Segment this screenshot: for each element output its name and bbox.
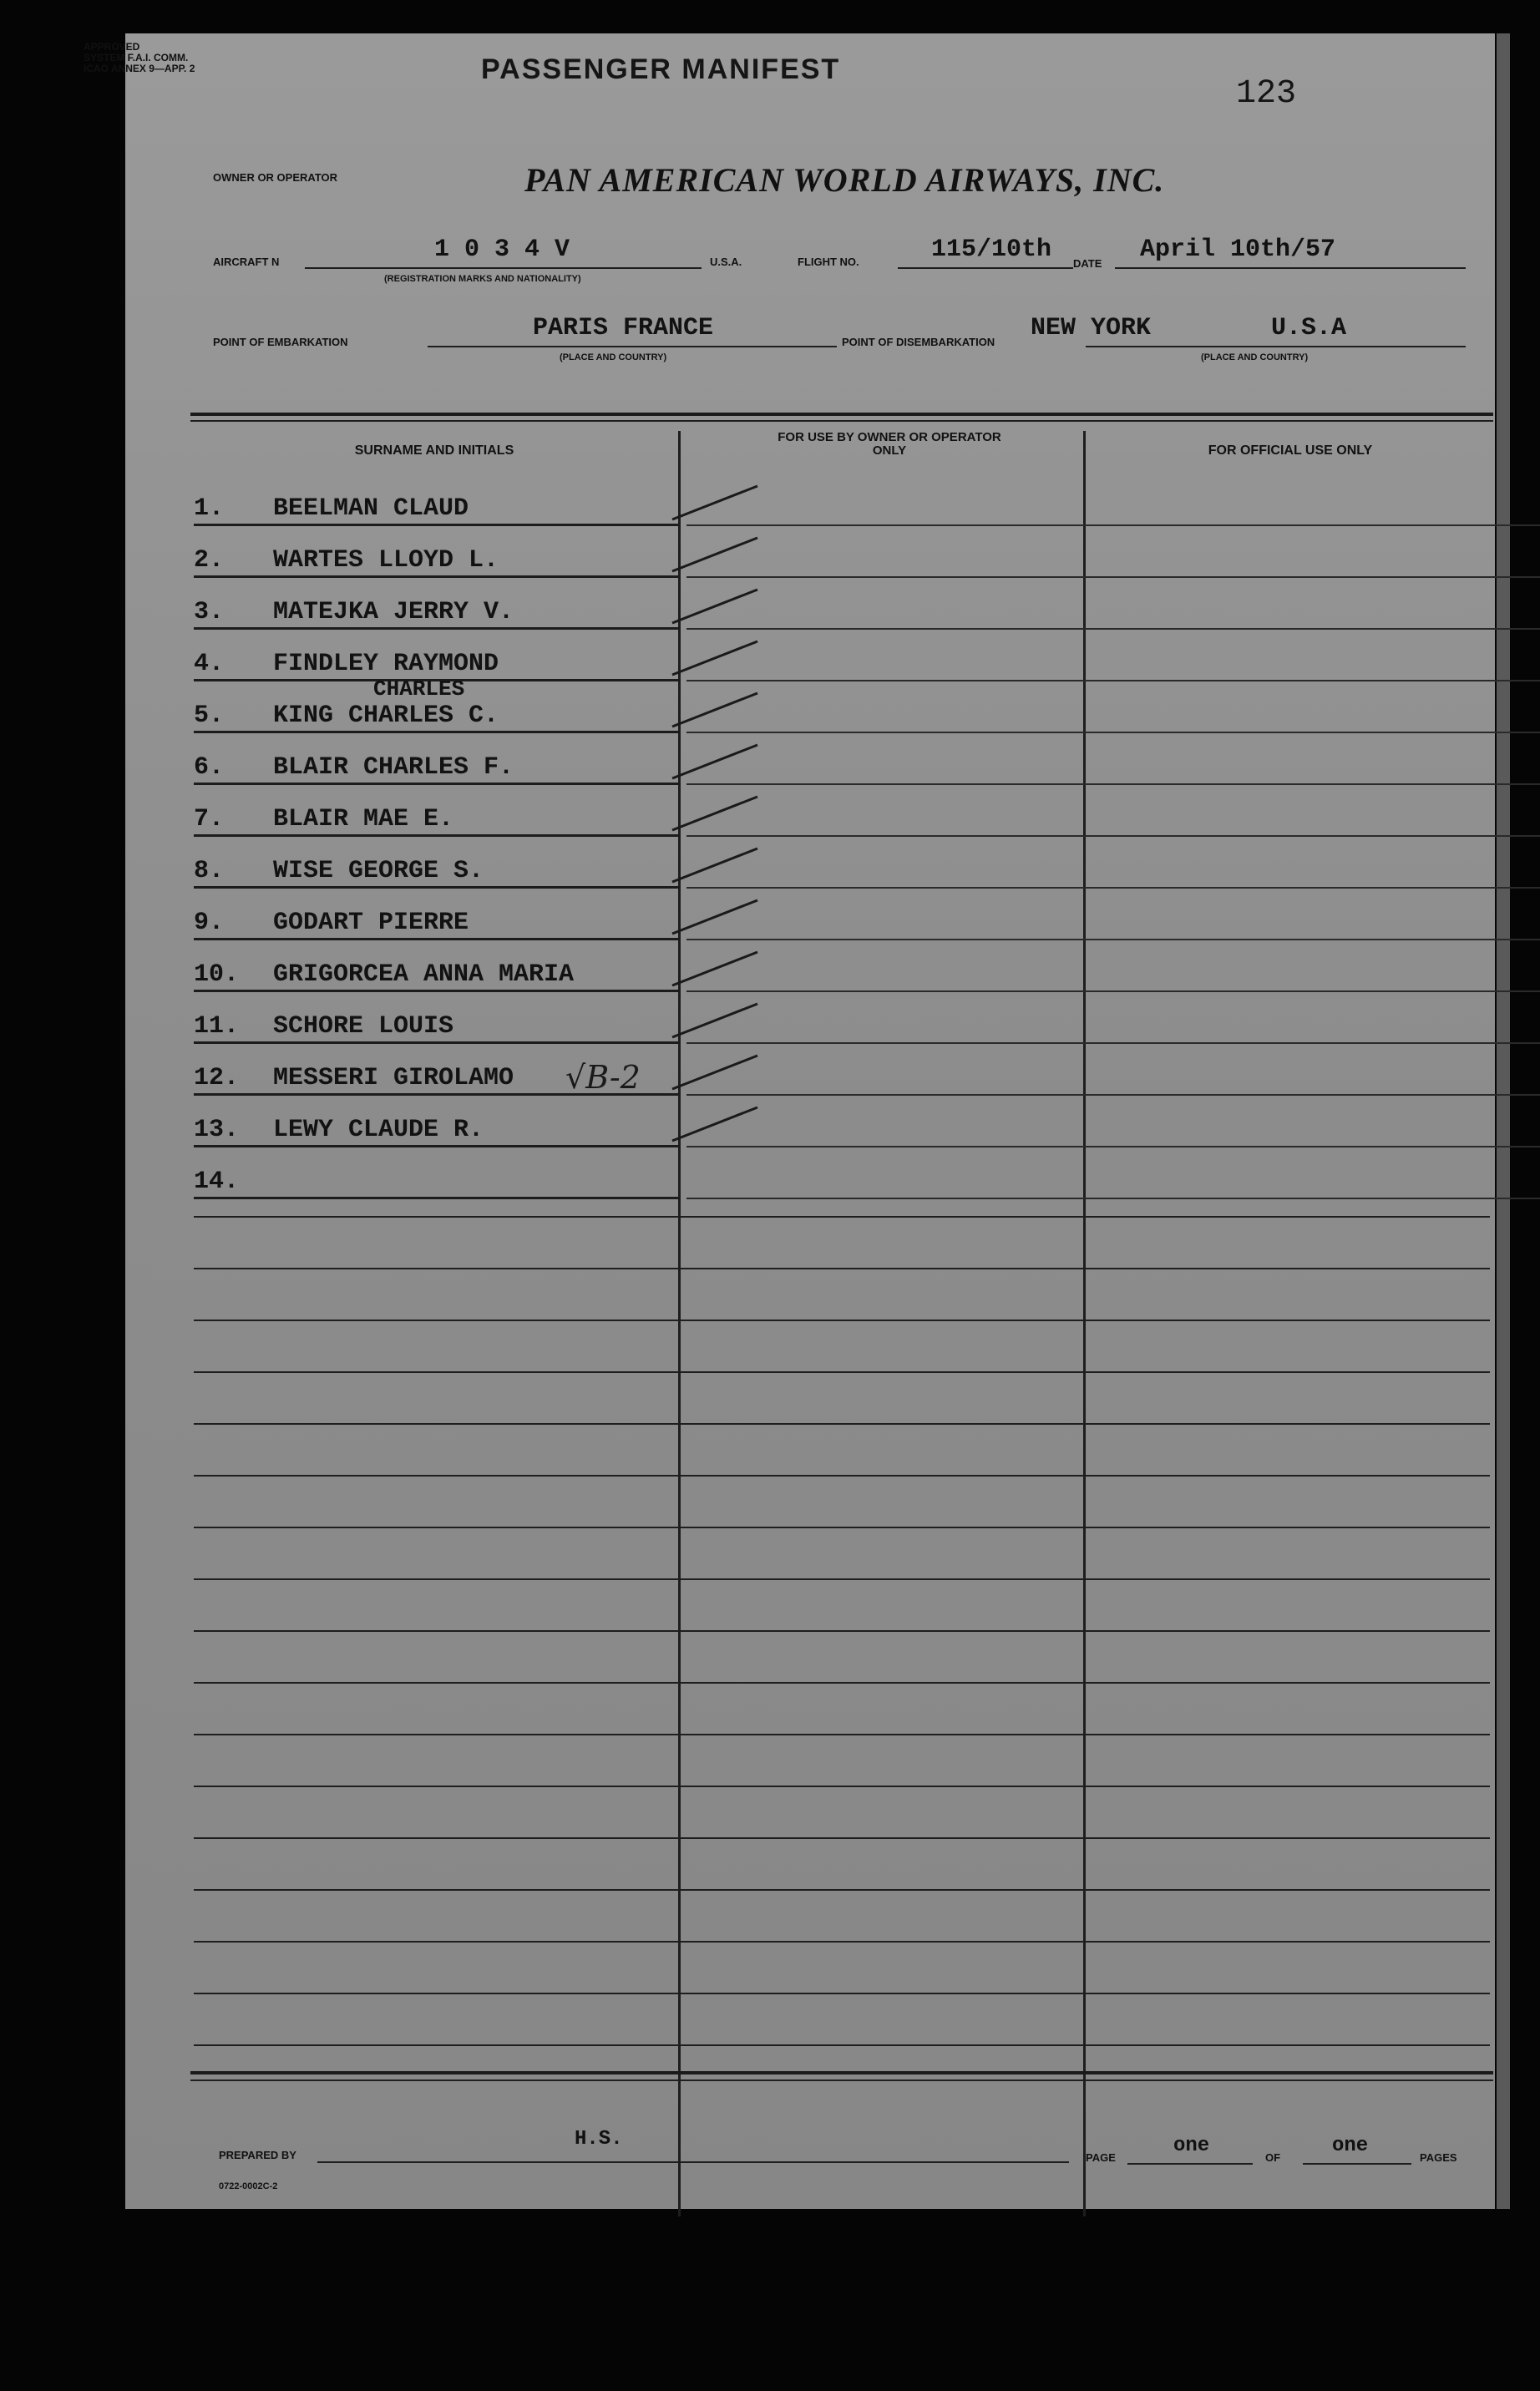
column-header-surname: SURNAME AND INITIALS (354, 443, 514, 458)
check-tick-icon (666, 999, 766, 1041)
disembark-underline (1086, 346, 1466, 347)
blank-rule (194, 1993, 1490, 1994)
page-title: PASSENGER MANIFEST (481, 53, 841, 85)
passenger-number: 1. (194, 494, 225, 523)
page-number: 123 (1236, 75, 1297, 113)
date-value: April 10th/57 (1140, 236, 1336, 264)
passenger-number: 14. (194, 1168, 240, 1196)
passenger-name: BLAIR CHARLES F. (273, 753, 514, 782)
blank-rule (194, 1527, 1490, 1528)
check-tick-icon (666, 843, 766, 885)
passenger-row (194, 474, 1497, 526)
blank-rule (194, 1786, 1490, 1787)
flight-label: FLIGHT NO. (798, 256, 859, 268)
table-top-rule-2 (190, 420, 1493, 422)
page-value: one (1173, 2135, 1210, 2157)
flight-value: 115/10th (931, 236, 1052, 264)
passenger-name: LEWY CLAUDE R. (273, 1116, 484, 1144)
disembark-value: NEW YORK (1031, 314, 1152, 342)
owner-label: OWNER OR OPERATOR (213, 171, 338, 184)
passenger-number: 13. (194, 1116, 240, 1144)
check-tick-icon (666, 636, 766, 678)
passenger-row (194, 992, 1497, 1044)
passenger-row (194, 1147, 1497, 1199)
date-label: DATE (1073, 257, 1102, 270)
blank-rule (194, 1371, 1490, 1373)
passenger-name: SCHORE LOUIS (273, 1012, 454, 1041)
passenger-name: BLAIR MAE E. (273, 805, 454, 833)
blank-rule (194, 1268, 1490, 1269)
blank-rule (194, 1630, 1490, 1632)
passenger-number: 12. (194, 1064, 240, 1092)
embark-label: POINT OF EMBARKATION (213, 336, 348, 348)
disembark-label: POINT OF DISEMBARKATION (842, 336, 995, 348)
passenger-number: 11. (194, 1012, 240, 1041)
disembark-country: U.S.A (1271, 314, 1347, 342)
blank-rule (194, 1216, 1490, 1218)
prepared-underline (317, 2161, 1069, 2163)
passenger-name: WARTES LLOYD L. (273, 546, 499, 575)
passenger-row (194, 1096, 1497, 1147)
passenger-row (194, 785, 1497, 837)
passenger-row (194, 889, 1497, 940)
column-header-official-use: FOR OFFICIAL USE ONLY (1208, 443, 1373, 458)
passenger-name: FINDLEY RAYMOND (273, 650, 499, 678)
passenger-name: WISE GEORGE S. (273, 857, 484, 885)
blank-rule (194, 1320, 1490, 1321)
approval-block (84, 42, 267, 74)
form-code: 0722-0002C-2 (219, 2181, 278, 2191)
handwritten-note: √B-2 (565, 1059, 641, 1096)
blank-rule (194, 2044, 1490, 2046)
check-tick-icon (666, 740, 766, 782)
aircraft-underline (305, 267, 702, 269)
usa-label: U.S.A. (710, 256, 742, 268)
check-tick-icon (666, 792, 766, 833)
passenger-number: 4. (194, 650, 225, 678)
passenger-name: MATEJKA JERRY V. (273, 598, 514, 626)
aircraft-caption: (REGISTRATION MARKS AND NATIONALITY) (384, 274, 581, 284)
embark-caption: (PLACE AND COUNTRY) (560, 352, 667, 362)
owner-value: PAN AMERICAN WORLD AIRWAYS, INC. (524, 161, 1165, 199)
of-underline (1303, 2163, 1411, 2165)
passenger-name: MESSERI GIROLAMO (273, 1064, 514, 1092)
check-tick-icon (666, 1051, 766, 1092)
check-tick-icon (666, 585, 766, 626)
table-bottom-rule-2 (190, 2079, 1493, 2081)
check-tick-icon (666, 688, 766, 730)
check-tick-icon (666, 481, 766, 523)
passenger-number: 9. (194, 909, 225, 937)
passenger-number: 5. (194, 702, 225, 730)
check-tick-icon (666, 947, 766, 989)
date-underline (1115, 267, 1466, 269)
blank-rule (194, 1889, 1490, 1891)
disembark-caption: (PLACE AND COUNTRY) (1201, 352, 1309, 362)
passenger-row (194, 630, 1497, 681)
blank-rule (194, 1682, 1490, 1684)
row-underline-right (686, 1198, 1540, 1199)
aircraft-value: 1 0 3 4 V (434, 236, 570, 264)
approval-line: SYSTEM F.A.I. COMM. (84, 52, 189, 63)
of-label: OF (1265, 2151, 1281, 2164)
blank-rule (194, 1941, 1490, 1943)
passenger-number: 3. (194, 598, 225, 626)
passenger-row (194, 940, 1497, 992)
passenger-number: 8. (194, 857, 225, 885)
passenger-row (194, 837, 1497, 889)
blank-rule (194, 1734, 1490, 1735)
passenger-name: GODART PIERRE (273, 909, 469, 937)
blank-rule (194, 1423, 1490, 1425)
passenger-row (194, 733, 1497, 785)
passenger-row (194, 578, 1497, 630)
check-tick-icon (666, 1102, 766, 1144)
embark-value: PARIS FRANCE (533, 314, 714, 342)
pages-label: PAGES (1420, 2151, 1457, 2164)
approval-line: ICAO ANNEX 9—APP. 2 (84, 63, 195, 74)
check-tick-icon (666, 895, 766, 937)
blank-rule (194, 1578, 1490, 1580)
prepared-label: PREPARED BY (219, 2149, 296, 2161)
of-value: one (1332, 2135, 1369, 2157)
embark-underline (428, 346, 837, 347)
name-correction: CHARLES (373, 676, 465, 702)
approval-line: APPROVED (84, 41, 140, 53)
passenger-number: 7. (194, 805, 225, 833)
passenger-number: 6. (194, 753, 225, 782)
passenger-number: 10. (194, 960, 240, 989)
column-header-owner-use: FOR USE BY OWNER OR OPERATOR ONLY (778, 430, 1001, 458)
flight-underline (898, 267, 1073, 269)
row-underline (194, 1197, 680, 1199)
prepared-value: H.S. (575, 2128, 623, 2150)
blank-rule (194, 1837, 1490, 1839)
check-tick-icon (666, 533, 766, 575)
table-bottom-rule (190, 2071, 1493, 2074)
passenger-name: KING CHARLES C. (273, 702, 499, 730)
page-label: PAGE (1086, 2151, 1116, 2164)
passenger-name: BEELMAN CLAUD (273, 494, 469, 523)
passenger-name: GRIGORCEA ANNA MARIA (273, 960, 575, 989)
page-underline (1127, 2163, 1253, 2165)
passenger-row (194, 1044, 1497, 1096)
table-top-rule (190, 413, 1493, 416)
aircraft-label: AIRCRAFT N (213, 256, 280, 268)
passenger-row (194, 676, 1497, 733)
blank-rule (194, 1475, 1490, 1477)
passenger-row (194, 526, 1497, 578)
sheet-edge (1497, 33, 1510, 2209)
passenger-number: 2. (194, 546, 225, 575)
